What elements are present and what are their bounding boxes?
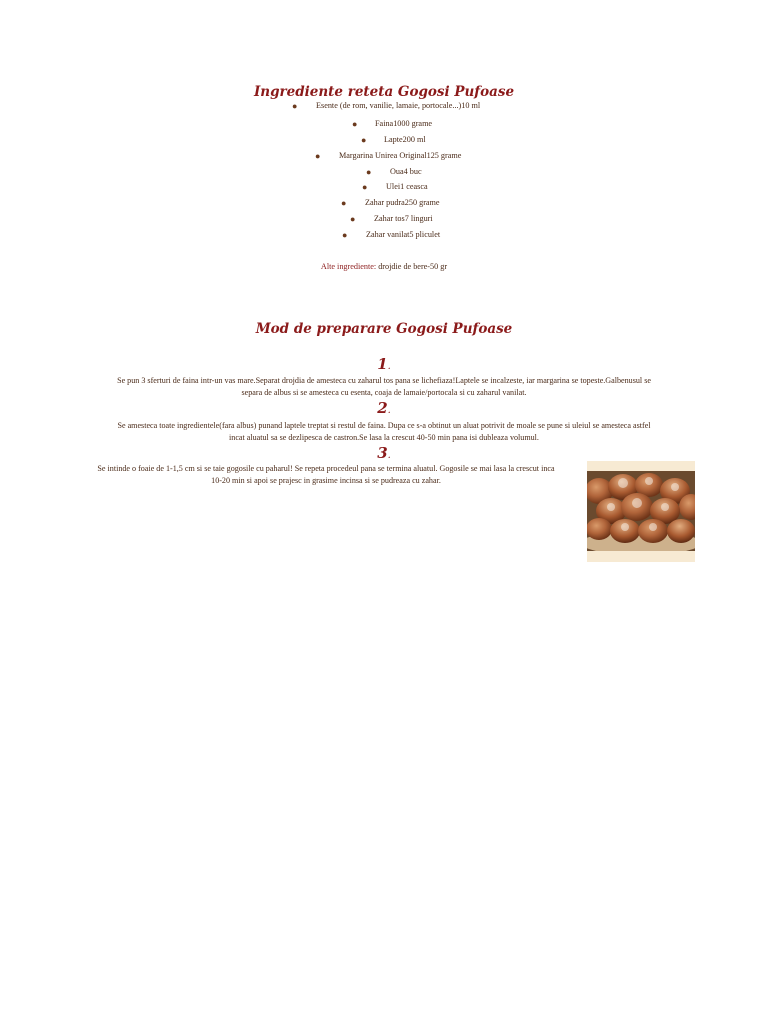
step-text-3 xyxy=(66,463,586,486)
step-line: Se amesteca toate ingredientele(fara albus) punand laptele treptat si restul de faina. Dupa ce s-a obtinut un aluat potrivit de moale se pune si uleiul se amesteca astfel xyxy=(117,421,651,430)
bullet-icon: ● xyxy=(342,230,348,240)
step-line: Se intinde o foaie de 1-1,5 cm si se taie gogosile cu paharul! Se repeta procedeul pana se termina aluatul. Gogosile se mai lasa la crescut inca xyxy=(97,464,555,473)
step-number: 2 xyxy=(377,399,388,417)
ingredient-text: Margarina Unirea Original125 grame xyxy=(339,151,462,160)
doughnuts-illustration xyxy=(587,461,695,562)
bullet-icon: ● xyxy=(350,214,356,224)
step-text-1 xyxy=(60,375,708,398)
bullet-icon: ● xyxy=(362,182,368,192)
ingredients-heading: Ingrediente reteta Gogosi Pufoase xyxy=(253,84,515,100)
other-ingredients-label: Alte ingrediente: xyxy=(320,262,377,271)
bullet-icon: ● xyxy=(341,198,347,208)
step-line: 10-20 min si apoi se prajesc in grasime incinsa si se pudreaza cu zahar. xyxy=(211,475,441,485)
step-number: 3 xyxy=(377,444,388,462)
step-text-2 xyxy=(60,420,708,443)
ingredient-text: Zahar vanilat5 pliculet xyxy=(366,230,441,239)
method-heading: Mod de preparare Gogosi Pufoase xyxy=(255,321,513,337)
bullet-icon: ● xyxy=(366,167,372,177)
ingredient-text: Zahar pudra250 grame xyxy=(365,198,440,207)
ingredient-text: Faina1000 grame xyxy=(375,119,433,128)
other-ingredients xyxy=(0,262,768,271)
step-number-3 xyxy=(0,444,768,462)
bullet-icon: ● xyxy=(292,101,298,111)
step-dot: . xyxy=(387,405,391,416)
ingredient-text: Lapte200 ml xyxy=(384,135,426,144)
step-number-1 xyxy=(0,355,768,373)
step-number: 1 xyxy=(377,355,388,373)
step-line: Se pun 3 sferturi de faina intr-un vas mare.Separat drojdia de amesteca cu zaharul tos pana se lichefiaza!Laptele se incalzeste, iar margarina se topeste.Galbenusul se xyxy=(117,376,651,385)
ingredient-text: Ulei1 ceasca xyxy=(386,182,428,191)
other-ingredients-value: drojdie de bere-50 gr xyxy=(376,262,448,271)
step-line: separa de albus si se amesteca cu esenta, coaja de lamaie/portocala si cu zaharul vanilat. xyxy=(241,387,527,397)
ingredient-text: Esente (de rom, vanilie, lamaie, portocale...)10 ml xyxy=(316,101,481,110)
step-line: incat aluatul sa se dezlipesca de castron.Se lasa la crescut 40-50 min pana isi dubleaza volumul. xyxy=(229,432,539,442)
step-dot: . xyxy=(387,450,391,461)
bullet-icon: ● xyxy=(315,151,321,161)
ingredient-text: Oua4 buc xyxy=(390,167,422,176)
bullet-icon: ● xyxy=(352,119,358,129)
doughnuts-photo xyxy=(587,461,695,562)
bullet-icon: ● xyxy=(361,135,367,145)
step-dot: . xyxy=(387,361,391,372)
ingredient-text: Zahar tos7 linguri xyxy=(374,214,433,223)
step-number-2 xyxy=(0,399,768,417)
